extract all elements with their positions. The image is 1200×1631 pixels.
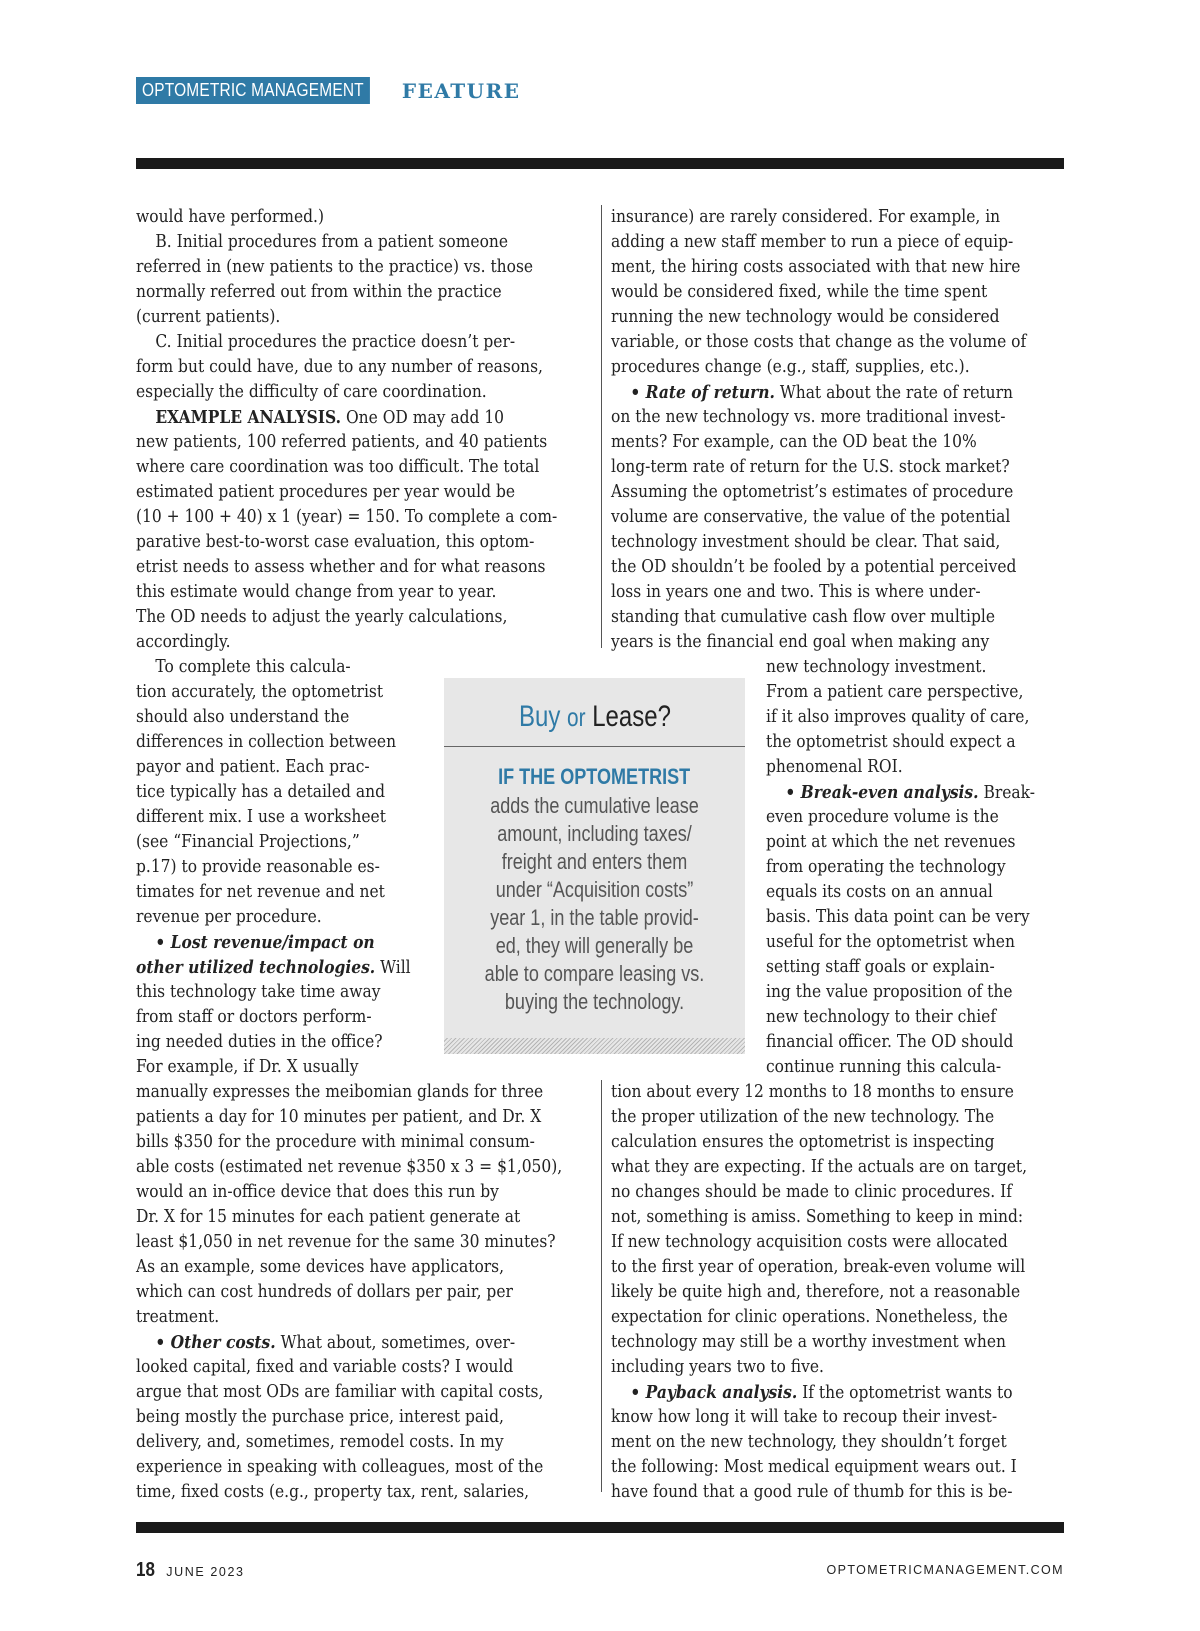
- issue-date: JUNE 2023: [166, 1565, 245, 1579]
- text-line: B. Initial procedures from a patient someone: [155, 232, 509, 252]
- sidebar-body-line: freight and enters them: [501, 849, 688, 874]
- text-line: accordingly.: [136, 632, 231, 652]
- text-line: least $1,050 in net revenue for the same 30 minutes?: [136, 1232, 556, 1252]
- text-line: equals its costs on an annual: [766, 882, 993, 902]
- column-divider-upper: [601, 205, 602, 648]
- text-line: delivery, and, sometimes, remodel costs. In my: [136, 1432, 504, 1452]
- text-line: expectation for clinic operations. Nonetheless, the: [611, 1307, 1008, 1327]
- sidebar-subhead: IF THE OPTOMETRIST: [498, 764, 691, 789]
- sidebar-body-line: buying the technology.: [504, 989, 685, 1014]
- sidebar-body-line: amount, including taxes/: [497, 821, 692, 846]
- bottom-rule: [136, 1522, 1064, 1533]
- text-line: Assuming the optometrist’s estimates of procedure: [611, 482, 1014, 502]
- sidebar-body: [444, 792, 745, 1016]
- text-line: tion accurately, the optometrist: [136, 682, 384, 702]
- text-line: not, something is amiss. Something to keep in mind:: [611, 1207, 1024, 1227]
- text-line: payor and patient. Each prac-: [136, 757, 370, 777]
- text-line: including years two to five.: [611, 1357, 824, 1377]
- text-line: from operating the technology: [766, 857, 1006, 877]
- text-line: estimated patient procedures per year would be: [136, 482, 516, 502]
- text-line: parative best-to-worst case evaluation, this optom-: [136, 532, 535, 552]
- text-line: • Lost revenue/impact on: [155, 932, 375, 953]
- text-line: The OD needs to adjust the yearly calculations,: [136, 607, 508, 627]
- text-line: setting staff goals or explain-: [766, 957, 995, 977]
- text-line: (10 + 100 + 40) x 1 (year) = 150. To complete a com-: [136, 507, 558, 527]
- footer-left: [136, 1559, 245, 1582]
- sidebar-body-line: under “Acquisition costs”: [495, 877, 694, 902]
- text-line: EXAMPLE ANALYSIS. One OD may add 10: [155, 407, 505, 428]
- text-line: tice typically has a detailed and: [136, 782, 385, 802]
- text-line: argue that most ODs are familiar with capital costs,: [136, 1382, 544, 1402]
- text-line: timates for net revenue and net: [136, 882, 385, 902]
- text-line: financial officer. The OD should: [766, 1032, 1014, 1052]
- sidebar-hatch-pattern: [444, 1038, 745, 1054]
- text-line: referred in (new patients to the practice) vs. those: [136, 257, 534, 277]
- text-line: As an example, some devices have applicators,: [136, 1257, 505, 1277]
- text-line: ments? For example, can the OD beat the 10%: [611, 432, 977, 452]
- text-line: other utilized technologies. Will: [136, 957, 411, 978]
- text-line: loss in years one and two. This is where under-: [611, 582, 981, 602]
- top-rule: [136, 158, 1064, 169]
- text-line: new patients, 100 referred patients, and 40 patients: [136, 432, 548, 452]
- text-line: volume are conservative, the value of the potential: [611, 507, 1011, 527]
- text-line: variable, or those costs that change as the volume of: [611, 332, 1027, 352]
- text-line: this estimate would change from year to year.: [136, 582, 497, 602]
- text-line: especially the difficulty of care coordination.: [136, 382, 487, 402]
- text-line: normally referred out from within the practice: [136, 282, 502, 302]
- text-line: (current patients).: [136, 307, 281, 327]
- text-line: no changes should be made to clinic procedures. If: [611, 1182, 1013, 1202]
- text-line: manually expresses the meibomian glands for three: [136, 1082, 544, 1102]
- text-line: to the first year of operation, break-even volume will: [611, 1257, 1026, 1277]
- page-number: 18: [136, 1559, 155, 1581]
- text-line: (see “Financial Projections,”: [136, 832, 360, 852]
- text-line: ing needed duties in the office?: [136, 1032, 383, 1052]
- sidebar-box: [444, 678, 745, 1054]
- text-line: procedures change (e.g., staff, supplies, etc.).: [611, 357, 970, 377]
- text-line: new technology investment.: [766, 657, 987, 677]
- text-line: From a patient care perspective,: [766, 682, 1024, 702]
- text-line: • Payback analysis. If the optometrist wants to: [630, 1382, 1013, 1403]
- text-line: differences in collection between: [136, 732, 397, 752]
- text-line: patients a day for 10 minutes per patient, and Dr. X: [136, 1107, 542, 1127]
- text-line: long-term rate of return for the U.S. stock market?: [611, 457, 1010, 477]
- text-line: useful for the optometrist when: [766, 932, 1015, 952]
- text-line: know how long it will take to recoup their invest-: [611, 1407, 998, 1427]
- text-line: phenomenal ROI.: [766, 757, 903, 777]
- text-line: this technology take time away: [136, 982, 381, 1002]
- text-line: calculation ensures the optometrist is inspecting: [611, 1132, 995, 1152]
- text-line: running the new technology would be considered: [611, 307, 1000, 327]
- text-line: continue running this calcula-: [766, 1057, 1002, 1077]
- text-line: able costs (estimated net revenue $350 x 3 = $1,050),: [136, 1157, 563, 1177]
- text-line: technology may still be a worthy investment when: [611, 1332, 1006, 1352]
- text-line: looked capital, fixed and variable costs? I would: [136, 1357, 514, 1377]
- text-line: which can cost hundreds of dollars per pair, per: [136, 1282, 513, 1302]
- text-line: etrist needs to assess whether and for what reasons: [136, 557, 546, 577]
- text-line: the OD shouldn’t be fooled by a potential perceived: [611, 557, 1017, 577]
- text-line: p.17) to provide reasonable es-: [136, 857, 380, 877]
- sidebar-body-line: year 1, in the table provid-: [490, 905, 699, 930]
- text-line: being mostly the purchase price, interest paid,: [136, 1407, 504, 1427]
- sidebar-body-line: able to compare leasing vs.: [484, 961, 705, 986]
- sidebar-title-lease: Lease?: [591, 700, 671, 733]
- text-line: from staff or doctors perform-: [136, 1007, 372, 1027]
- text-line: the following: Most medical equipment wears out. I: [611, 1457, 1017, 1477]
- publication-label: OPTOMETRIC MANAGEMENT: [136, 77, 370, 104]
- text-line: have found that a good rule of thumb for this is be-: [611, 1482, 1013, 1502]
- text-line: C. Initial procedures the practice doesn’t per-: [155, 332, 516, 352]
- text-line: would have performed.): [136, 207, 325, 227]
- text-line: To complete this calcula-: [155, 657, 351, 677]
- text-line: form but could have, due to any number of reasons,: [136, 357, 543, 377]
- text-line: would an in-office device that does this run by: [136, 1182, 499, 1202]
- sidebar-title-or: or: [566, 702, 586, 732]
- text-line: ing the value proposition of the: [766, 982, 1013, 1002]
- section-label: FEATURE: [401, 78, 521, 103]
- text-line: point at which the net revenues: [766, 832, 1016, 852]
- text-line: revenue per procedure.: [136, 907, 322, 927]
- sidebar-title: [444, 700, 745, 734]
- text-line: standing that cumulative cash flow over multiple: [611, 607, 996, 627]
- text-line: • Rate of return. What about the rate of return: [630, 382, 1013, 403]
- sidebar-body-line: adds the cumulative lease: [490, 793, 699, 818]
- text-line: where care coordination was too difficult. The total: [136, 457, 540, 477]
- sidebar-body-line: ed, they will generally be: [495, 933, 694, 958]
- text-line: If new technology acquisition costs were allocated: [611, 1232, 1008, 1252]
- text-line: years is the financial end goal when making any: [611, 632, 990, 652]
- text-line: likely be quite high and, therefore, not a reasonable: [611, 1282, 1021, 1302]
- text-line: should also understand the: [136, 707, 350, 727]
- column-divider-lower: [601, 1080, 602, 1492]
- text-line: • Break-even analysis. Break-: [785, 782, 1035, 803]
- text-line: the optometrist should expect a: [766, 732, 1016, 752]
- text-line: different mix. I use a worksheet: [136, 807, 386, 827]
- text-line: technology investment should be clear. That said,: [611, 532, 1001, 552]
- text-line: if it also improves quality of care,: [766, 707, 1030, 727]
- text-line: ment on the new technology, they shouldn’t forget: [611, 1432, 1007, 1452]
- text-line: tion about every 12 months to 18 months to ensure: [611, 1082, 1014, 1102]
- text-line: • Other costs. What about, sometimes, over-: [155, 1332, 516, 1353]
- text-line: basis. This data point can be very: [766, 907, 1030, 927]
- text-line: on the new technology vs. more traditional invest-: [611, 407, 1006, 427]
- text-line: insurance) are rarely considered. For example, in: [611, 207, 1001, 227]
- section-header: [136, 77, 520, 104]
- text-line: adding a new staff member to run a piece of equip-: [611, 232, 1014, 252]
- text-line: would be considered fixed, while the time spent: [611, 282, 988, 302]
- footer-website: OPTOMETRICMANAGEMENT.COM: [826, 1563, 1064, 1577]
- text-line: the proper utilization of the new technology. The: [611, 1107, 995, 1127]
- text-line: time, fixed costs (e.g., property tax, rent, salaries,: [136, 1482, 530, 1502]
- text-line: what they are expecting. If the actuals are on target,: [611, 1157, 1028, 1177]
- text-line: ment, the hiring costs associated with that new hire: [611, 257, 1021, 277]
- text-line: For example, if Dr. X usually: [136, 1057, 359, 1077]
- text-line: bills $350 for the procedure with minimal consum-: [136, 1132, 535, 1152]
- sidebar-divider: [444, 746, 745, 747]
- text-line: treatment.: [136, 1307, 220, 1327]
- text-line: experience in speaking with colleagues, most of the: [136, 1457, 544, 1477]
- text-line: even procedure volume is the: [766, 807, 999, 827]
- text-line: new technology to their chief: [766, 1007, 997, 1027]
- sidebar-title-buy: Buy: [518, 700, 560, 733]
- text-line: Dr. X for 15 minutes for each patient generate at: [136, 1207, 521, 1227]
